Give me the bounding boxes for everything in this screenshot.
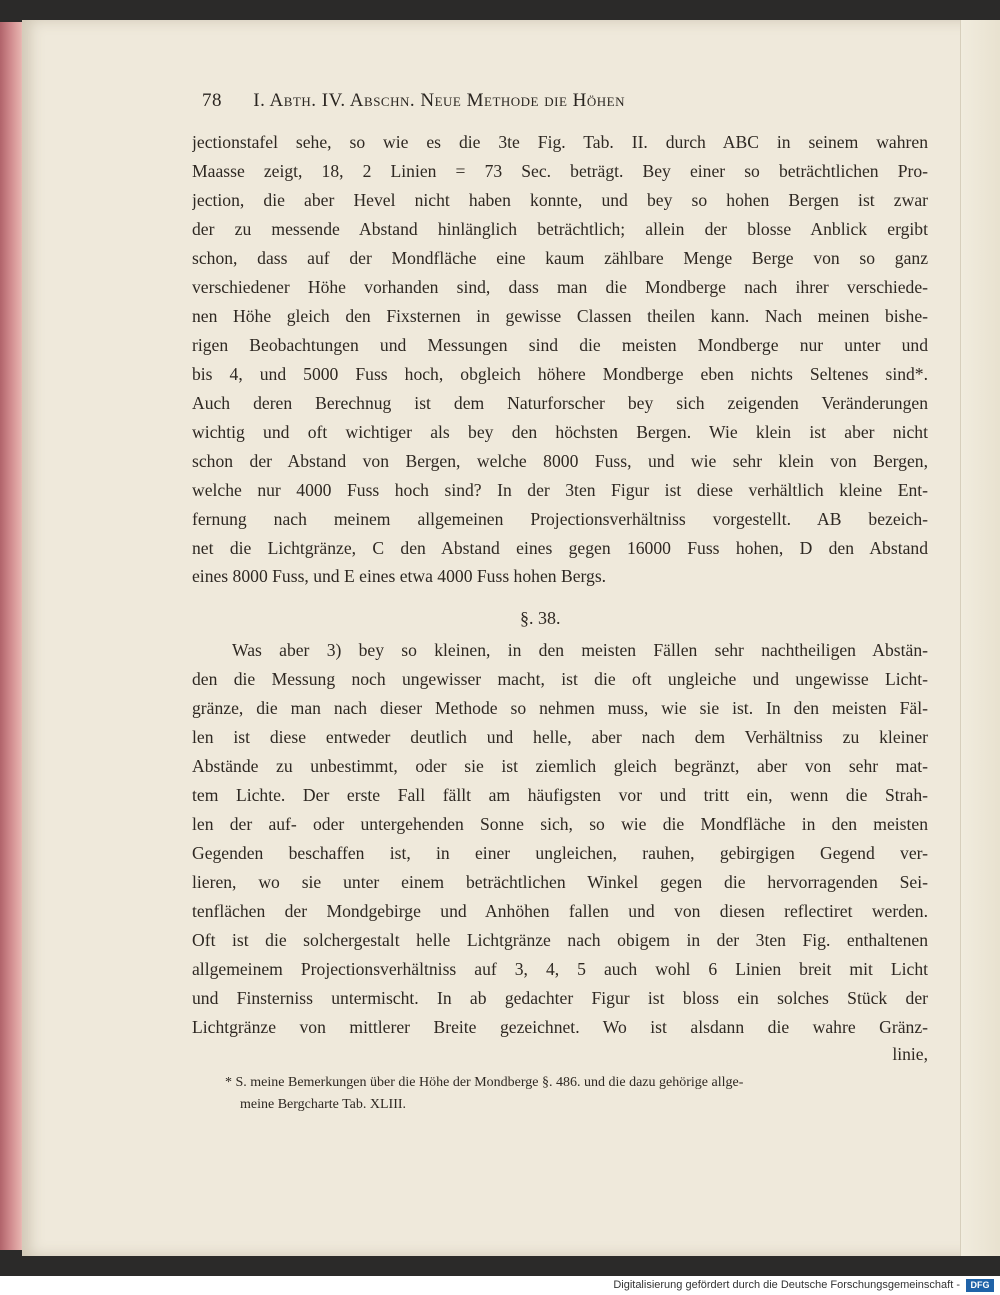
text-line: schon, dass auf der Mondfläche eine kaum zählbare Menge Berge von so ganz	[192, 248, 928, 268]
text-line: Lichtgränze von mittlerer Breite gezeichnet. Wo ist alsdann die wahre Gränz-	[192, 1017, 928, 1037]
text-line: jectionstafel sehe, so wie es die 3te Fig. Tab. II. durch ABC in seinem wahren	[192, 132, 928, 152]
running-head	[202, 90, 842, 112]
text-line: allgemeinem Projectionsverhältniss auf 3, 4, 5 auch wohl 6 Linien breit mit Licht	[192, 959, 928, 979]
text-line: tem Lichte. Der erste Fall fällt am häufigsten vor und tritt ein, wenn die Strah-	[192, 785, 928, 805]
dfg-logo-icon: DFG	[966, 1279, 994, 1292]
text-line: wichtig und oft wichtiger als bey den höchsten Bergen. Wie klein ist aber nicht	[192, 422, 928, 442]
section-number: §. 38.	[520, 608, 561, 628]
text-line: rigen Beobachtungen und Messungen sind die meisten Mondberge nur unter und	[192, 335, 928, 355]
text-line: der zu messende Abstand hinlänglich beträchtlich; allein der blosse Anblick ergibt	[192, 219, 928, 239]
text-line: len der auf- oder untergehenden Sonne sich, so wie die Mondfläche in den meisten	[192, 814, 928, 834]
text-line: Gegenden beschaffen ist, in einer ungleichen, rauhen, gebirgigen Gegend ver-	[192, 843, 928, 863]
text-line: Was aber 3) bey so kleinen, in den meisten Fällen sehr nachtheiligen Abstän-	[232, 640, 928, 660]
text-line: gränze, die man nach dieser Methode so nehmen muss, wie sie ist. In den meisten Fäl-	[192, 698, 928, 718]
text-line: schon der Abstand von Bergen, welche 8000 Fuss, und wie sehr klein von Bergen,	[192, 451, 928, 471]
text-line: net die Lichtgränze, C den Abstand eines gegen 16000 Fuss hohen, D den Abstand	[192, 538, 928, 558]
funding-credit: Digitalisierung gefördert durch die Deutsche Forschungsgemeinschaft -	[613, 1279, 960, 1291]
text-line: verschiedener Höhe vorhanden sind, dass man die Mondberge nach ihrer verschiede-	[192, 277, 928, 297]
text-line: und Finsterniss untermischt. In ab gedachter Figur ist bloss ein solches Stück der	[192, 988, 928, 1008]
text-line: den die Messung noch ungewisser macht, ist die oft ungleiche und ungewisse Licht-	[192, 669, 928, 689]
text-line: tenflächen der Mondgebirge und Anhöhen fallen und von diesen reflectiret werden.	[192, 901, 928, 921]
text-line: Oft ist die solchergestalt helle Lichtgränze nach obigem in der 3ten Fig. enthaltenen	[192, 930, 928, 950]
facing-page-edge	[960, 20, 1000, 1256]
text-line: lieren, wo sie unter einem beträchtlichen Winkel gegen die hervorragenden Sei-	[192, 872, 928, 892]
text-line: Auch deren Berechnug ist dem Naturforscher bey sich zeigenden Veränderungen	[192, 393, 928, 413]
catchword: linie,	[892, 1044, 928, 1064]
text-line: nen Höhe gleich den Fixsternen in gewisse Classen theilen kann. Nach meinen bishe-	[192, 306, 928, 326]
text-line: bis 4, und 5000 Fuss hoch, obgleich höhere Mondberge eben nichts Seltenes sind*.	[192, 364, 928, 384]
text-line: jection, die aber Hevel nicht haben konnte, und bey so hohen Bergen ist zwar	[192, 190, 928, 210]
text-line: eines 8000 Fuss, und E eines etwa 4000 Fuss hohen Bergs.	[192, 566, 607, 586]
text-line: welche nur 4000 Fuss hoch sind? In der 3ten Figur ist diese verhältlich kleine Ent-	[192, 480, 928, 500]
page-number: 78	[202, 90, 222, 111]
text-line: len ist diese entweder deutlich und helle, aber nach dem Verhältniss zu kleiner	[192, 727, 928, 747]
text-line: Abstände zu unbestimmt, oder sie ist ziemlich gleich begränzt, aber von sehr mat-	[192, 756, 928, 776]
footnote-line: meine Bergcharte Tab. XLIII.	[240, 1097, 407, 1112]
text-line: Maasse zeigt, 18, 2 Linien = 73 Sec. beträgt. Bey einer so beträchtlichen Pro-	[192, 161, 928, 181]
text-line: fernung nach meinem allgemeinen Projectionsverhältniss vorgestellt. AB bezeich-	[192, 509, 928, 529]
footnote-line: * S. meine Bemerkungen über die Höhe der Mondberge §. 486. und die dazu gehörige allge-	[225, 1075, 744, 1090]
running-head-title: I. Abth. IV. Abschn. Neue Methode die Höhen	[253, 90, 625, 111]
